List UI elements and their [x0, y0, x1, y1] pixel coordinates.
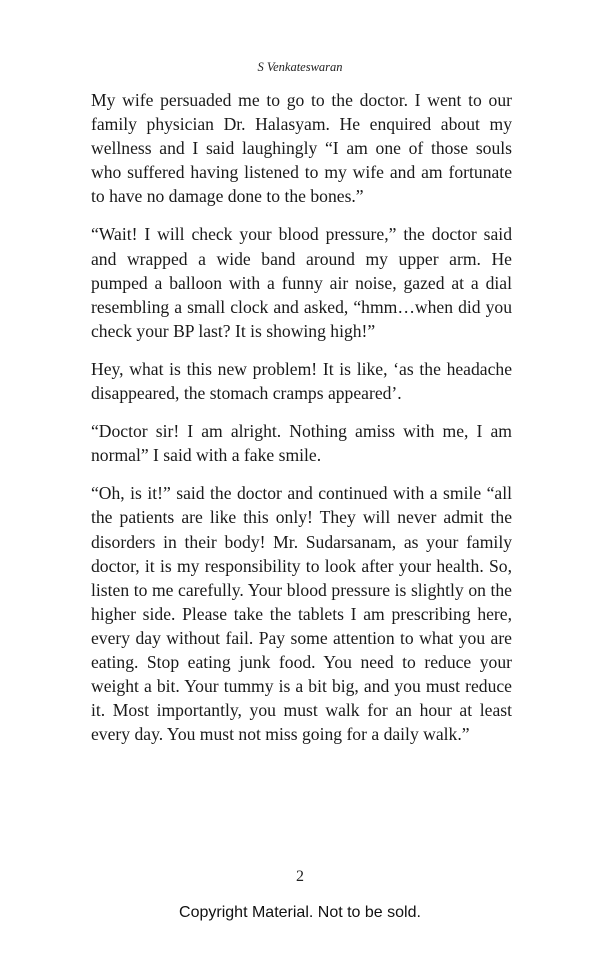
page-body [91, 88, 512, 760]
page-number: 2 [296, 868, 304, 885]
running-header-author: S Venkateswaran [257, 60, 343, 74]
paragraph: My wife persuaded me to go to the doctor. I went to our family physician Dr. Halasyam. He enquired about my wellness and I said laughingly “I am one of those souls who suffered having listened to my wife and am fortunate to have no damage done to the bones.” [91, 90, 512, 207]
paragraph: “Doctor sir! I am alright. Nothing amiss with me, I am normal” I said with a fake smile. [91, 421, 512, 466]
copyright-notice: Copyright Material. Not to be sold. [179, 904, 421, 921]
paragraph: “Wait! I will check your blood pressure,” the doctor said and wrapped a wide band around my upper arm. He pumped a balloon with a funny air noise, gazed at a dial resembling a small clock and asked, “hmm…when did you check your BP last? It is showing high!” [91, 224, 512, 341]
paragraph: “Oh, is it!” said the doctor and continued with a smile “all the patients are like this only! They will never admit the disorders in their body! Mr. Sudarsanam, as your family doctor, it is my responsibility to look after your health. So, listen to me carefully. Your blood pressure is slightly on the higher side. Please take the tablets I am prescribing here, every day without fail. Pay some attention to what you are eating. Stop eating junk food. You need to reduce your weight a bit. Your tummy is a bit big, and you must reduce it. Most importantly, you must walk for an hour at least every day. You must not miss going for a daily walk.” [91, 483, 512, 745]
paragraph: Hey, what is this new problem! It is like, ‘as the headache disappeared, the stomach cramps appeared’. [91, 358, 512, 404]
